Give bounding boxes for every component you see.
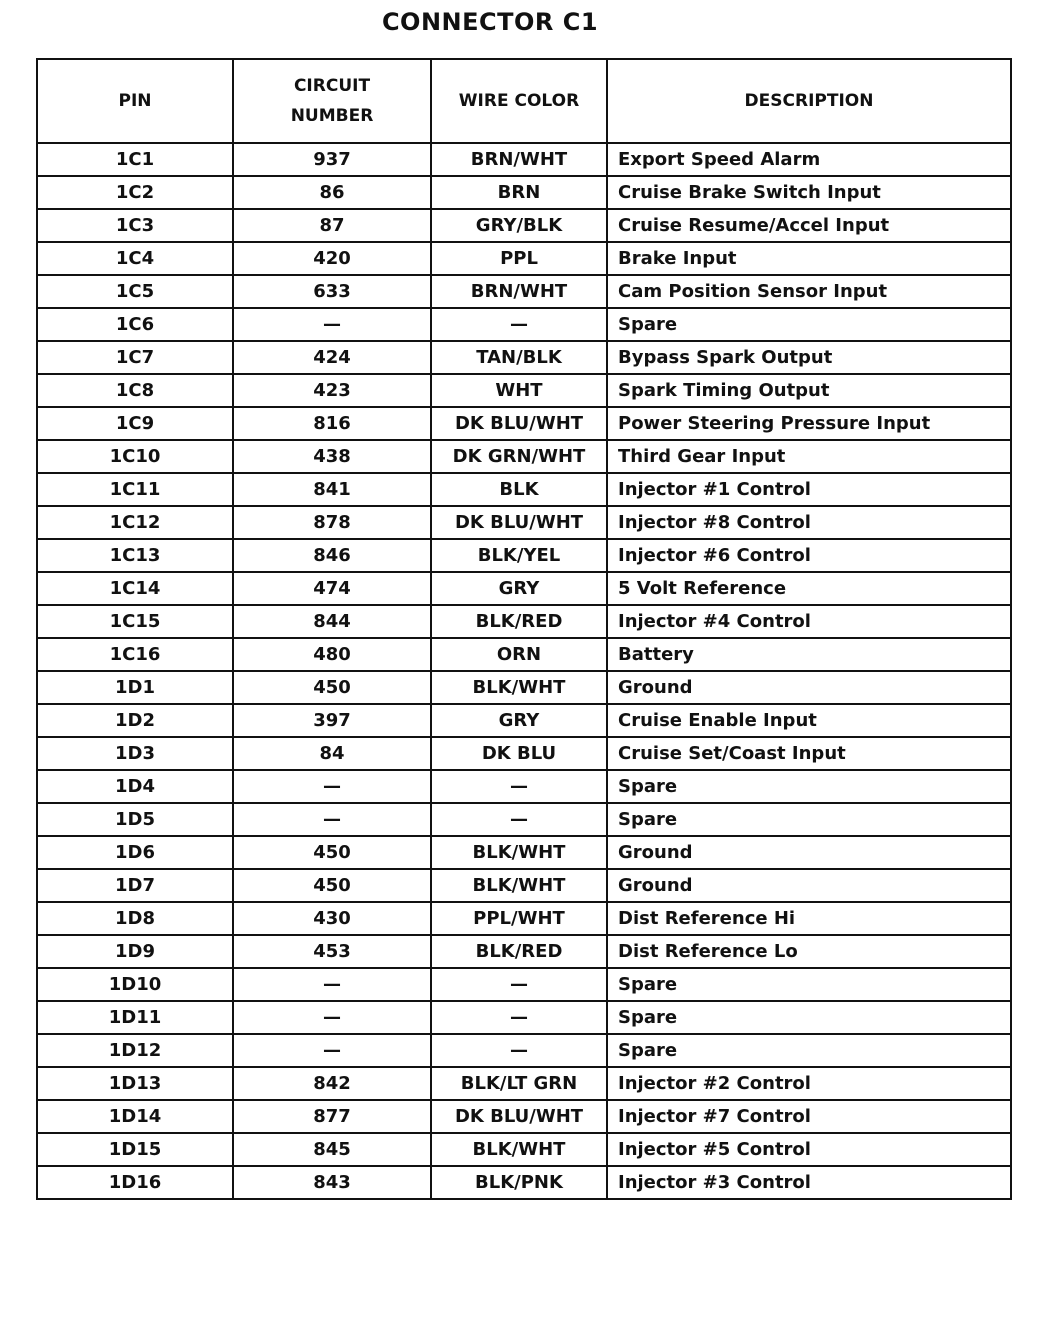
cell-description: Ground [607,869,1011,902]
cell-pin: 1D16 [37,1166,233,1199]
table-row [37,341,1011,374]
cell-wire-color: GRY [431,704,607,737]
cell-circuit-number: 816 [233,407,431,440]
cell-circuit-number: — [233,803,431,836]
cell-pin: 1D6 [37,836,233,869]
cell-pin: 1D8 [37,902,233,935]
cell-circuit-number: 480 [233,638,431,671]
cell-description: Bypass Spark Output [607,341,1011,374]
cell-circuit-number: 397 [233,704,431,737]
table-row [37,209,1011,242]
cell-description: Spare [607,803,1011,836]
cell-wire-color: ORN [431,638,607,671]
cell-wire-color: BLK/RED [431,935,607,968]
cell-pin: 1C13 [37,539,233,572]
table-row [37,770,1011,803]
cell-pin: 1C10 [37,440,233,473]
cell-pin: 1D10 [37,968,233,1001]
cell-wire-color: DK BLU/WHT [431,1100,607,1133]
cell-pin: 1C6 [37,308,233,341]
cell-description: Cam Position Sensor Input [607,275,1011,308]
table-row [37,638,1011,671]
cell-circuit-number: — [233,770,431,803]
table-row [37,572,1011,605]
cell-description: Export Speed Alarm [607,143,1011,176]
table-row [37,1001,1011,1034]
cell-wire-color: BLK/RED [431,605,607,638]
table-row [37,374,1011,407]
cell-description: Spare [607,1034,1011,1067]
cell-wire-color: — [431,1034,607,1067]
cell-wire-color: — [431,968,607,1001]
cell-wire-color: BLK/WHT [431,1133,607,1166]
table-row [37,902,1011,935]
cell-circuit-number: 877 [233,1100,431,1133]
cell-wire-color: — [431,308,607,341]
table-header-row [37,59,1011,143]
table-row [37,242,1011,275]
cell-wire-color: BLK/WHT [431,836,607,869]
cell-description: 5 Volt Reference [607,572,1011,605]
table-row [37,176,1011,209]
header-pin: PIN [37,59,233,143]
cell-circuit-number: 424 [233,341,431,374]
cell-wire-color: WHT [431,374,607,407]
table-row [37,803,1011,836]
cell-wire-color: TAN/BLK [431,341,607,374]
cell-description: Dist Reference Hi [607,902,1011,935]
cell-circuit-number: — [233,1001,431,1034]
cell-pin: 1D14 [37,1100,233,1133]
cell-pin: 1D15 [37,1133,233,1166]
cell-pin: 1C15 [37,605,233,638]
cell-description: Ground [607,836,1011,869]
cell-circuit-number: 842 [233,1067,431,1100]
cell-circuit-number: 937 [233,143,431,176]
cell-description: Injector #4 Control [607,605,1011,638]
cell-circuit-number: 84 [233,737,431,770]
header-description: DESCRIPTION [607,59,1011,143]
cell-circuit-number: 86 [233,176,431,209]
cell-wire-color: BLK/WHT [431,869,607,902]
cell-description: Power Steering Pressure Input [607,407,1011,440]
header-circuit-line1: CIRCUIT [293,76,371,96]
cell-circuit-number: 420 [233,242,431,275]
cell-wire-color: PPL [431,242,607,275]
cell-circuit-number: 438 [233,440,431,473]
cell-wire-color: BRN [431,176,607,209]
table-body [37,143,1011,1199]
table-row [37,836,1011,869]
cell-pin: 1D9 [37,935,233,968]
cell-wire-color: — [431,803,607,836]
cell-pin: 1D5 [37,803,233,836]
cell-wire-color: BLK/YEL [431,539,607,572]
table-row [37,704,1011,737]
cell-circuit-number: 845 [233,1133,431,1166]
cell-pin: 1D12 [37,1034,233,1067]
table-row [37,506,1011,539]
table-row [37,1133,1011,1166]
cell-wire-color: DK BLU [431,737,607,770]
cell-description: Cruise Resume/Accel Input [607,209,1011,242]
cell-description: Cruise Enable Input [607,704,1011,737]
cell-description: Cruise Brake Switch Input [607,176,1011,209]
cell-circuit-number: 878 [233,506,431,539]
table-row [37,935,1011,968]
cell-pin: 1D7 [37,869,233,902]
cell-pin: 1C2 [37,176,233,209]
cell-wire-color: BLK/PNK [431,1166,607,1199]
cell-wire-color: GRY/BLK [431,209,607,242]
table-row [37,440,1011,473]
cell-pin: 1C3 [37,209,233,242]
table-row [37,1067,1011,1100]
table-row [37,737,1011,770]
connector-pin-table [36,58,1012,1200]
cell-pin: 1D11 [37,1001,233,1034]
cell-circuit-number: 843 [233,1166,431,1199]
table-row [37,1034,1011,1067]
cell-description: Brake Input [607,242,1011,275]
cell-description: Ground [607,671,1011,704]
cell-circuit-number: 450 [233,671,431,704]
cell-wire-color: BRN/WHT [431,143,607,176]
cell-description: Spare [607,308,1011,341]
cell-pin: 1C4 [37,242,233,275]
header-wire-color: WIRE COLOR [431,59,607,143]
cell-pin: 1D3 [37,737,233,770]
table-row [37,869,1011,902]
cell-description: Spare [607,968,1011,1001]
cell-circuit-number: — [233,1034,431,1067]
cell-circuit-number: 474 [233,572,431,605]
cell-wire-color: PPL/WHT [431,902,607,935]
cell-pin: 1C14 [37,572,233,605]
cell-description: Injector #6 Control [607,539,1011,572]
cell-circuit-number: 87 [233,209,431,242]
cell-description: Battery [607,638,1011,671]
table-row [37,275,1011,308]
cell-description: Spare [607,770,1011,803]
cell-description: Injector #3 Control [607,1166,1011,1199]
cell-wire-color: GRY [431,572,607,605]
cell-circuit-number: 450 [233,869,431,902]
header-circuit-line2: NUMBER [290,106,374,126]
cell-description: Injector #7 Control [607,1100,1011,1133]
cell-pin: 1D1 [37,671,233,704]
cell-circuit-number: 844 [233,605,431,638]
cell-description: Cruise Set/Coast Input [607,737,1011,770]
cell-pin: 1D13 [37,1067,233,1100]
cell-circuit-number: 430 [233,902,431,935]
cell-circuit-number: 846 [233,539,431,572]
cell-wire-color: — [431,1001,607,1034]
table-row [37,968,1011,1001]
cell-wire-color: BLK [431,473,607,506]
table-row [37,308,1011,341]
cell-pin: 1C12 [37,506,233,539]
cell-pin: 1C11 [37,473,233,506]
cell-description: Injector #2 Control [607,1067,1011,1100]
table-row [37,539,1011,572]
cell-circuit-number: 423 [233,374,431,407]
cell-pin: 1D4 [37,770,233,803]
cell-circuit-number: — [233,968,431,1001]
table-row [37,1100,1011,1133]
cell-pin: 1C9 [37,407,233,440]
cell-pin: 1C8 [37,374,233,407]
cell-pin: 1C16 [37,638,233,671]
cell-description: Spare [607,1001,1011,1034]
header-circuit-number [233,59,431,143]
cell-description: Spark Timing Output [607,374,1011,407]
cell-wire-color: DK GRN/WHT [431,440,607,473]
table-row [37,407,1011,440]
cell-description: Dist Reference Lo [607,935,1011,968]
cell-wire-color: — [431,770,607,803]
cell-description: Injector #1 Control [607,473,1011,506]
cell-circuit-number: 841 [233,473,431,506]
cell-description: Third Gear Input [607,440,1011,473]
table-row [37,143,1011,176]
cell-description: Injector #5 Control [607,1133,1011,1166]
table-row [37,1166,1011,1199]
page-title: CONNECTOR C1 [381,8,599,36]
cell-pin: 1C7 [37,341,233,374]
cell-wire-color: BRN/WHT [431,275,607,308]
cell-pin: 1D2 [37,704,233,737]
cell-wire-color: DK BLU/WHT [431,407,607,440]
cell-description: Injector #8 Control [607,506,1011,539]
cell-circuit-number: 633 [233,275,431,308]
cell-wire-color: BLK/WHT [431,671,607,704]
cell-wire-color: DK BLU/WHT [431,506,607,539]
table-row [37,473,1011,506]
table-row [37,605,1011,638]
cell-circuit-number: 453 [233,935,431,968]
cell-pin: 1C1 [37,143,233,176]
cell-pin: 1C5 [37,275,233,308]
table-row [37,671,1011,704]
cell-circuit-number: 450 [233,836,431,869]
cell-circuit-number: — [233,308,431,341]
cell-wire-color: BLK/LT GRN [431,1067,607,1100]
